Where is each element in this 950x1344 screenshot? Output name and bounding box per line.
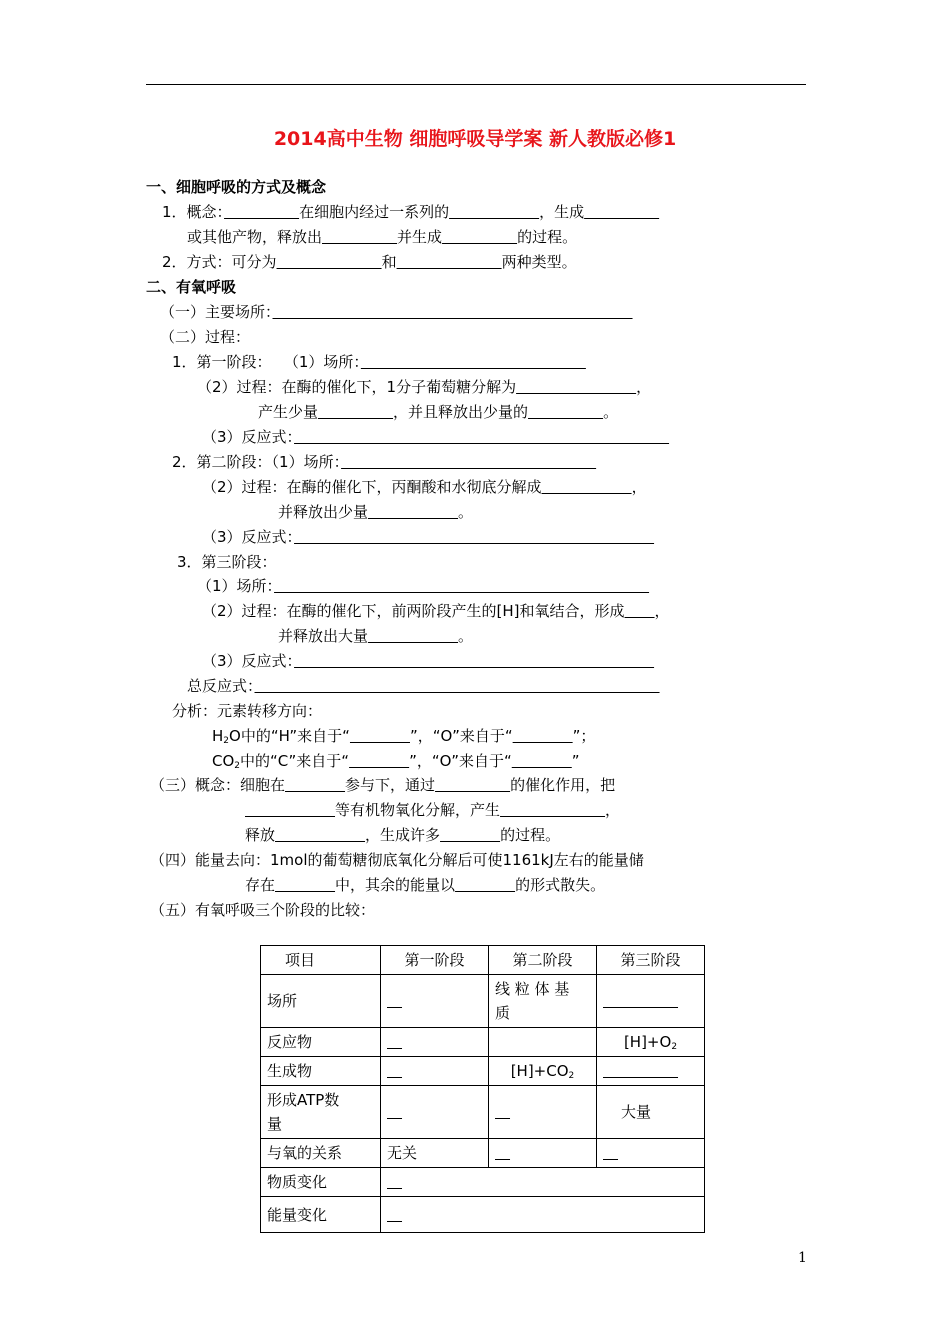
table-header-row	[261, 946, 705, 975]
table-row-label: 物质变化	[261, 1168, 381, 1197]
table-cell: $[H]+O_2$	[597, 1028, 705, 1057]
concept-line-2: 或其他产物，释放出 并生成 的过程。	[187, 228, 578, 246]
table-header-cell: 第二阶段	[489, 946, 597, 975]
section2-heading: 二、有氧呼吸	[146, 278, 237, 296]
page-title: 2014高中生物 细胞呼吸导学案 新人教版必修1	[273, 128, 677, 150]
header-rule	[146, 84, 806, 85]
stage1-equation-line: （3）反应式：	[202, 428, 295, 446]
table-cell: 无关	[381, 1139, 489, 1168]
table-cell: 大量	[597, 1086, 705, 1139]
table-cell	[381, 1197, 705, 1233]
stage2-site-line: 2．第二阶段：（1）场所：	[172, 453, 342, 471]
table-cell	[381, 975, 489, 1028]
stage2-process-line-2: 并释放出少量 。	[278, 503, 474, 521]
analysis-label: 分析：元素转移方向：	[172, 702, 323, 720]
comparison-table	[260, 945, 705, 1233]
table-header-cell: 项目	[261, 946, 381, 975]
table-row-label: 场所	[261, 975, 381, 1028]
table-row-label: 生成物	[261, 1057, 381, 1086]
stage2-process-line: （2）过程：在酶的催化下，丙酮酸和水彻底分解成 ，	[202, 478, 647, 496]
stage1-process-line: （2）过程：在酶的催化下，1分子葡萄糖分解为 ，	[197, 378, 652, 396]
energy-line-2: 存在 中，其余的能量以 的形式散失。	[245, 876, 606, 894]
table-header-cell: 第一阶段	[381, 946, 489, 975]
table-row	[261, 1139, 705, 1168]
stage3-site-line: （1）场所：	[197, 577, 275, 595]
concept3-line-2: 等有机物氧化分解，产生 ，	[335, 801, 621, 819]
table-cell	[489, 1086, 597, 1139]
table-cell	[381, 1028, 489, 1057]
types-line: 2．方式：可分为 和 两种类型。	[162, 253, 577, 271]
table-cell	[381, 1168, 705, 1197]
table-row	[261, 1197, 705, 1233]
table-row-label: 与氧的关系	[261, 1139, 381, 1168]
main-site-line: （一）主要场所：	[160, 303, 273, 321]
stage1-process-line-2: 产生少量 ，并且释放出少量的 。	[258, 403, 619, 421]
table-cell	[381, 1057, 489, 1086]
stage2-equation-line: （3）反应式：	[202, 528, 295, 546]
concept3-line-1: （三）概念：细胞在 参与下，通过 的催化作用，把	[150, 776, 616, 794]
table-row-label: 反应物	[261, 1028, 381, 1057]
analysis-h2o-line: $H_2O$中的“H”来自于“ ”，“O”来自于“ ”；	[212, 727, 596, 746]
analysis-co2-line: $CO_2$中的“C”来自于“ ”，“O”来自于“ ”	[212, 752, 580, 771]
table-cell	[597, 1139, 705, 1168]
table-row	[261, 1086, 705, 1139]
table-cell: $[H]+CO_2$	[489, 1057, 597, 1086]
comparison-label: （五）有氧呼吸三个阶段的比较：	[150, 901, 376, 919]
process-label: （二）过程：	[160, 328, 251, 346]
stage3-process-line-2: 并释放出大量 。	[278, 627, 474, 645]
table-row	[261, 1028, 705, 1057]
energy-line-1: （四）能量去向：1mol的葡萄糖彻底氧化分解后可使1161kJ左右的能量储	[150, 851, 644, 869]
stage3-process-line: （2）过程：在酶的催化下，前两阶段产生的[H]和氧结合，形成 ，	[202, 602, 670, 620]
page-number: 1	[798, 1250, 807, 1266]
table-row-label: 形成ATP数量	[261, 1086, 381, 1139]
stage1-site-line: 1．第一阶段： （1）场所：	[172, 353, 361, 371]
table-row	[261, 1057, 705, 1086]
table-cell	[597, 1057, 705, 1086]
stage3-equation-line: （3）反应式：	[202, 652, 295, 670]
total-equation-line: 总反应式：	[187, 677, 255, 695]
concept3-line-3: 释放 ，生成许多 的过程。	[245, 826, 561, 844]
section1-heading: 一、细胞呼吸的方式及概念	[146, 178, 327, 196]
table-cell	[489, 1139, 597, 1168]
concept-line-1: 1．概念： 在细胞内经过一系列的 ，生成	[162, 203, 585, 221]
stage3-label: 3．第三阶段：	[177, 553, 277, 571]
table-row	[261, 975, 705, 1028]
table-row	[261, 1168, 705, 1197]
table-cell	[381, 1086, 489, 1139]
table-cell: 线 粒 体 基 质	[489, 975, 597, 1028]
table-cell	[489, 1028, 597, 1057]
table-row-label: 能量变化	[261, 1197, 381, 1233]
table-header-cell: 第三阶段	[597, 946, 705, 975]
table-cell	[597, 975, 705, 1028]
